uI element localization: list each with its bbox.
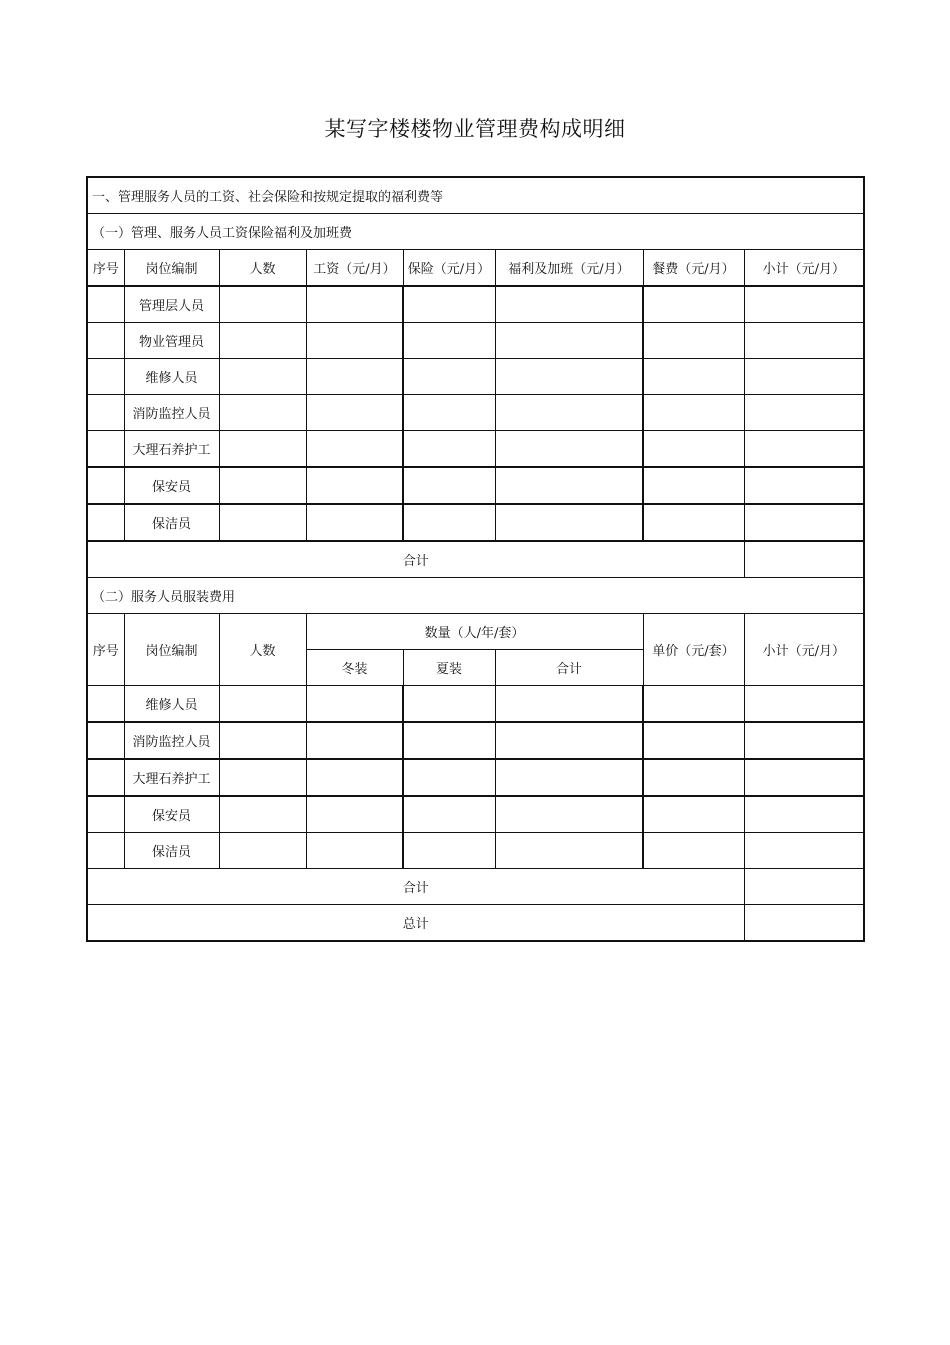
meal-cell[interactable] — [643, 467, 744, 504]
header-seq: 序号 — [87, 614, 124, 686]
table-row — [87, 323, 864, 359]
winter-cell[interactable] — [306, 686, 403, 723]
insurance-cell[interactable] — [403, 395, 495, 431]
welfare-cell[interactable] — [495, 286, 643, 323]
header-summer: 夏装 — [403, 650, 495, 686]
seq-cell[interactable] — [87, 431, 124, 468]
qty-total-cell[interactable] — [495, 759, 643, 796]
seq-cell[interactable] — [87, 323, 124, 359]
subtotal-cell[interactable] — [744, 395, 864, 431]
winter-cell[interactable] — [306, 796, 403, 833]
subtotal-cell[interactable] — [744, 504, 864, 541]
header-subtotal: 小计（元/月） — [744, 250, 864, 287]
wage-cell[interactable] — [306, 431, 403, 468]
table-row — [87, 467, 864, 504]
qty-total-cell[interactable] — [495, 686, 643, 723]
header-row-uniforms — [87, 614, 864, 650]
count-cell[interactable] — [219, 323, 306, 359]
wage-cell[interactable] — [306, 395, 403, 431]
post-cell: 物业管理员 — [124, 323, 219, 359]
count-cell[interactable] — [219, 504, 306, 541]
summer-cell[interactable] — [403, 833, 495, 869]
meal-cell[interactable] — [643, 431, 744, 468]
meal-cell[interactable] — [643, 323, 744, 359]
post-cell: 保洁员 — [124, 504, 219, 541]
header-meal: 餐费（元/月） — [643, 250, 744, 287]
qty-total-cell[interactable] — [495, 796, 643, 833]
seq-cell[interactable] — [87, 796, 124, 833]
total-value-cell[interactable] — [744, 541, 864, 578]
sub-heading-wages: （一）管理、服务人员工资保险福利及加班费 — [87, 214, 864, 250]
subtotal-cell[interactable] — [744, 323, 864, 359]
seq-cell[interactable] — [87, 286, 124, 323]
table-row — [87, 759, 864, 796]
header-wage: 工资（元/月） — [306, 250, 403, 287]
qty-total-cell[interactable] — [495, 722, 643, 759]
section-heading-row — [87, 177, 864, 214]
meal-cell[interactable] — [643, 359, 744, 395]
count-cell[interactable] — [219, 286, 306, 323]
summer-cell[interactable] — [403, 686, 495, 723]
unit-price-cell[interactable] — [643, 833, 744, 869]
subtotal-cell[interactable] — [744, 796, 864, 833]
header-seq: 序号 — [87, 250, 124, 287]
total-label: 合计 — [87, 541, 744, 578]
header-welfare: 福利及加班（元/月） — [495, 250, 643, 287]
count-cell[interactable] — [219, 395, 306, 431]
table-row — [87, 286, 864, 323]
total-row-wages — [87, 541, 864, 578]
meal-cell[interactable] — [643, 504, 744, 541]
meal-cell[interactable] — [643, 286, 744, 323]
summer-cell[interactable] — [403, 759, 495, 796]
header-unit-price: 单价（元/套） — [643, 614, 744, 686]
wage-cell[interactable] — [306, 359, 403, 395]
total-label: 合计 — [87, 869, 744, 905]
subtotal-cell[interactable] — [744, 686, 864, 723]
table-row — [87, 504, 864, 541]
post-cell: 大理石养护工 — [124, 759, 219, 796]
header-count: 人数 — [219, 614, 306, 686]
table-row — [87, 796, 864, 833]
wage-cell[interactable] — [306, 323, 403, 359]
post-cell: 保洁员 — [124, 833, 219, 869]
subtotal-cell[interactable] — [744, 833, 864, 869]
header-insurance: 保险（元/月） — [403, 250, 495, 287]
header-post: 岗位编制 — [124, 614, 219, 686]
post-cell: 消防监控人员 — [124, 722, 219, 759]
seq-cell[interactable] — [87, 833, 124, 869]
header-post: 岗位编制 — [124, 250, 219, 287]
section-heading: 一、管理服务人员的工资、社会保险和按规定提取的福利费等 — [87, 177, 864, 214]
summer-cell[interactable] — [403, 796, 495, 833]
count-cell[interactable] — [219, 833, 306, 869]
unit-price-cell[interactable] — [643, 796, 744, 833]
fee-breakdown-table — [86, 176, 865, 942]
seq-cell[interactable] — [87, 395, 124, 431]
count-cell[interactable] — [219, 431, 306, 468]
header-winter: 冬装 — [306, 650, 403, 686]
subtotal-cell[interactable] — [744, 467, 864, 504]
subtotal-cell[interactable] — [744, 431, 864, 468]
qty-total-cell[interactable] — [495, 833, 643, 869]
post-cell: 维修人员 — [124, 686, 219, 723]
total-value-cell[interactable] — [744, 869, 864, 905]
seq-cell[interactable] — [87, 467, 124, 504]
unit-price-cell[interactable] — [643, 722, 744, 759]
count-cell[interactable] — [219, 759, 306, 796]
post-cell: 保安员 — [124, 467, 219, 504]
table-row — [87, 722, 864, 759]
subtotal-cell[interactable] — [744, 722, 864, 759]
wage-cell[interactable] — [306, 467, 403, 504]
wage-cell[interactable] — [306, 504, 403, 541]
welfare-cell[interactable] — [495, 504, 643, 541]
insurance-cell[interactable] — [403, 323, 495, 359]
subtotal-cell[interactable] — [744, 286, 864, 323]
seq-cell[interactable] — [87, 759, 124, 796]
header-row-wages — [87, 250, 864, 287]
unit-price-cell[interactable] — [643, 759, 744, 796]
seq-cell[interactable] — [87, 359, 124, 395]
welfare-cell[interactable] — [495, 395, 643, 431]
sub-heading-row — [87, 214, 864, 250]
post-cell: 管理层人员 — [124, 286, 219, 323]
grand-total-value-cell[interactable] — [744, 905, 864, 942]
header-qty-total: 合计 — [495, 650, 643, 686]
post-cell: 维修人员 — [124, 359, 219, 395]
page-title: 某写字楼楼物业管理费构成明细 — [324, 117, 626, 141]
insurance-cell[interactable] — [403, 286, 495, 323]
subtotal-cell[interactable] — [744, 359, 864, 395]
grand-total-label: 总计 — [87, 905, 744, 942]
count-cell[interactable] — [219, 467, 306, 504]
insurance-cell[interactable] — [403, 504, 495, 541]
post-cell: 大理石养护工 — [124, 431, 219, 468]
count-cell[interactable] — [219, 796, 306, 833]
count-cell[interactable] — [219, 722, 306, 759]
seq-cell[interactable] — [87, 504, 124, 541]
table-row — [87, 359, 864, 395]
insurance-cell[interactable] — [403, 359, 495, 395]
welfare-cell[interactable] — [495, 467, 643, 504]
welfare-cell[interactable] — [495, 359, 643, 395]
welfare-cell[interactable] — [495, 323, 643, 359]
wage-cell[interactable] — [306, 286, 403, 323]
insurance-cell[interactable] — [403, 431, 495, 468]
sub-heading-uniforms: （二）服务人员服装费用 — [87, 578, 864, 614]
total-row-uniforms — [87, 869, 864, 905]
unit-price-cell[interactable] — [643, 686, 744, 723]
seq-cell[interactable] — [87, 686, 124, 723]
header-count: 人数 — [219, 250, 306, 287]
header-subtotal: 小计（元/月） — [744, 614, 864, 686]
count-cell[interactable] — [219, 359, 306, 395]
table-row — [87, 431, 864, 468]
sub-heading-row — [87, 578, 864, 614]
insurance-cell[interactable] — [403, 467, 495, 504]
winter-cell[interactable] — [306, 833, 403, 869]
seq-cell[interactable] — [87, 722, 124, 759]
table-row — [87, 395, 864, 431]
meal-cell[interactable] — [643, 395, 744, 431]
winter-cell[interactable] — [306, 759, 403, 796]
grand-total-row — [87, 905, 864, 942]
table-row — [87, 686, 864, 723]
post-cell: 保安员 — [124, 796, 219, 833]
summer-cell[interactable] — [403, 722, 495, 759]
count-cell[interactable] — [219, 686, 306, 723]
winter-cell[interactable] — [306, 722, 403, 759]
table-row — [87, 833, 864, 869]
post-cell: 消防监控人员 — [124, 395, 219, 431]
subtotal-cell[interactable] — [744, 759, 864, 796]
header-quantity: 数量（人/年/套） — [306, 614, 643, 650]
welfare-cell[interactable] — [495, 431, 643, 468]
